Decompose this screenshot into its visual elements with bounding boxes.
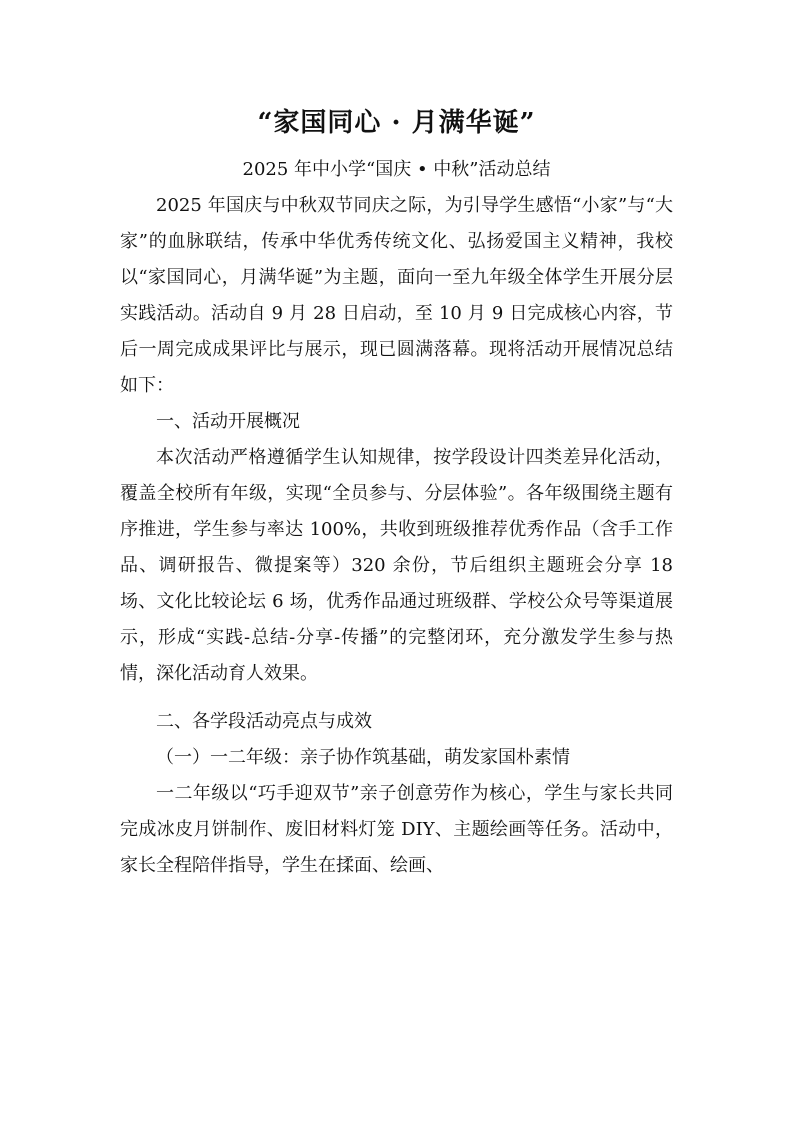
section-1-heading: 一、活动开展概况: [156, 411, 300, 432]
document-subtitle: 2025 年中小学“国庆 • 中秋”活动总结: [242, 159, 551, 180]
intro-paragraph: 2025 年国庆与中秋双节同庆之际，为引导学生感悟“小家”与“大家”的血脉联结，传承中华优秀传统文化、弘扬爱国主义精神，我校以“家国同心，月满华诞”为主题，面向一至九年级全体学生开展分层实践活动。活动自 9 月 28 日启动，至 10 月 9 日完成核心内容，节后一周完成成果评比与展示，现已圆满落幕。现将活动开展情况总结如下：: [120, 195, 673, 396]
section-2-1-paragraph: 一二年级以“巧手迎双节”亲子创意劳作为核心，学生与家长共同完成冰皮月饼制作、废旧材料灯笼 DIY、主题绘画等任务。活动中，家长全程陪伴指导，学生在揉面、绘画、: [120, 783, 673, 876]
document-title: “家国同心 · 月满华诞”: [257, 108, 536, 138]
section-1-paragraph: 本次活动严格遵循学生认知规律，按学段设计四类差异化活动，覆盖全校所有年级，实现“全员参与、分层体验”。各年级围绕主题有序推进，学生参与率达 100%，共收到班级推荐优秀作品（含手工作品、调研报告、微提案等）320 余份，节后组织主题班会分享 18 场、文化比较论坛 6 场，优秀作品通过班级群、学校公众号等渠道展示，形成“实践-总结-分享-传播”的完整闭环，充分激发学生参与热情，深化活动育人效果。: [120, 447, 673, 684]
section-2-1-heading: （一）一二年级：亲子协作筑基础，萌发家国朴素情: [156, 747, 570, 768]
section-2-heading: 二、各学段活动亮点与成效: [156, 711, 372, 732]
document-page: [120, 100, 673, 884]
